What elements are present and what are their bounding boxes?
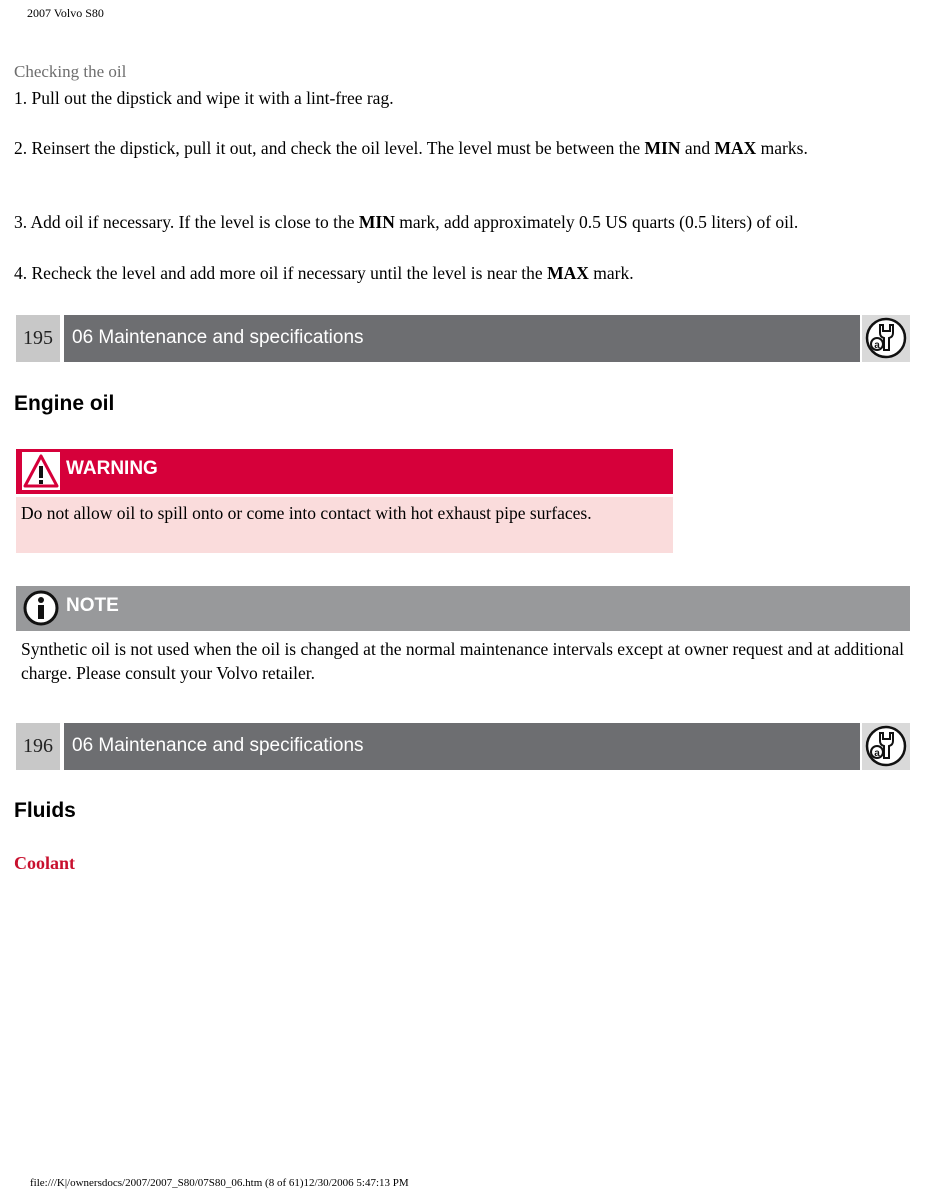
step-2: 2. Reinsert the dipstick, pull it out, and check the oil level. The level must be between the MIN and MAX marks. — [14, 138, 808, 158]
fluids-heading: Fluids — [14, 799, 76, 822]
page-number: 195 — [16, 315, 60, 362]
engine-oil-heading: Engine oil — [14, 392, 115, 415]
step-4: 4. Recheck the level and add more oil if necessary until the level is near the MAX mark. — [14, 263, 634, 283]
note-label: NOTE — [66, 595, 119, 616]
checking-oil-heading: Checking the oil — [14, 62, 127, 81]
wrench-icon — [862, 315, 910, 362]
section-bar-195 — [16, 315, 910, 362]
step-1: 1. Pull out the dipstick and wipe it with a lint-free rag. — [14, 88, 394, 108]
page-footer: file:///K|/ownersdocs/2007/2007_S80/07S80_06.htm (8 of 61)12/30/2006 5:47:13 PM — [30, 1177, 409, 1189]
page-number: 196 — [16, 723, 60, 770]
info-icon — [22, 589, 60, 627]
warning-text: Do not allow oil to spill onto or come into contact with hot exhaust pipe surfaces. — [21, 503, 592, 523]
section-bar-196 — [16, 723, 910, 770]
coolant-link[interactable]: Coolant — [14, 853, 76, 873]
svg-text:a: a — [874, 340, 880, 351]
note-text: Synthetic oil is not used when the oil is changed at the normal maintenance intervals except at owner request and at additional charge. Please consult your Volvo retailer. — [21, 639, 904, 683]
note-header — [16, 586, 910, 631]
warning-triangle-icon — [22, 452, 60, 490]
svg-text:a: a — [874, 748, 880, 759]
wrench-icon — [862, 723, 910, 770]
section-title: 06 Maintenance and specifications — [64, 315, 860, 362]
warning-body — [16, 497, 673, 553]
section-title: 06 Maintenance and specifications — [64, 723, 860, 770]
warning-header — [16, 449, 673, 494]
step-3: 3. Add oil if necessary. If the level is close to the MIN mark, add approximately 0.5 US quarts (0.5 liters) of oil. — [14, 212, 799, 232]
page-header: 2007 Volvo S80 — [27, 6, 104, 20]
warning-label: WARNING — [66, 458, 158, 479]
